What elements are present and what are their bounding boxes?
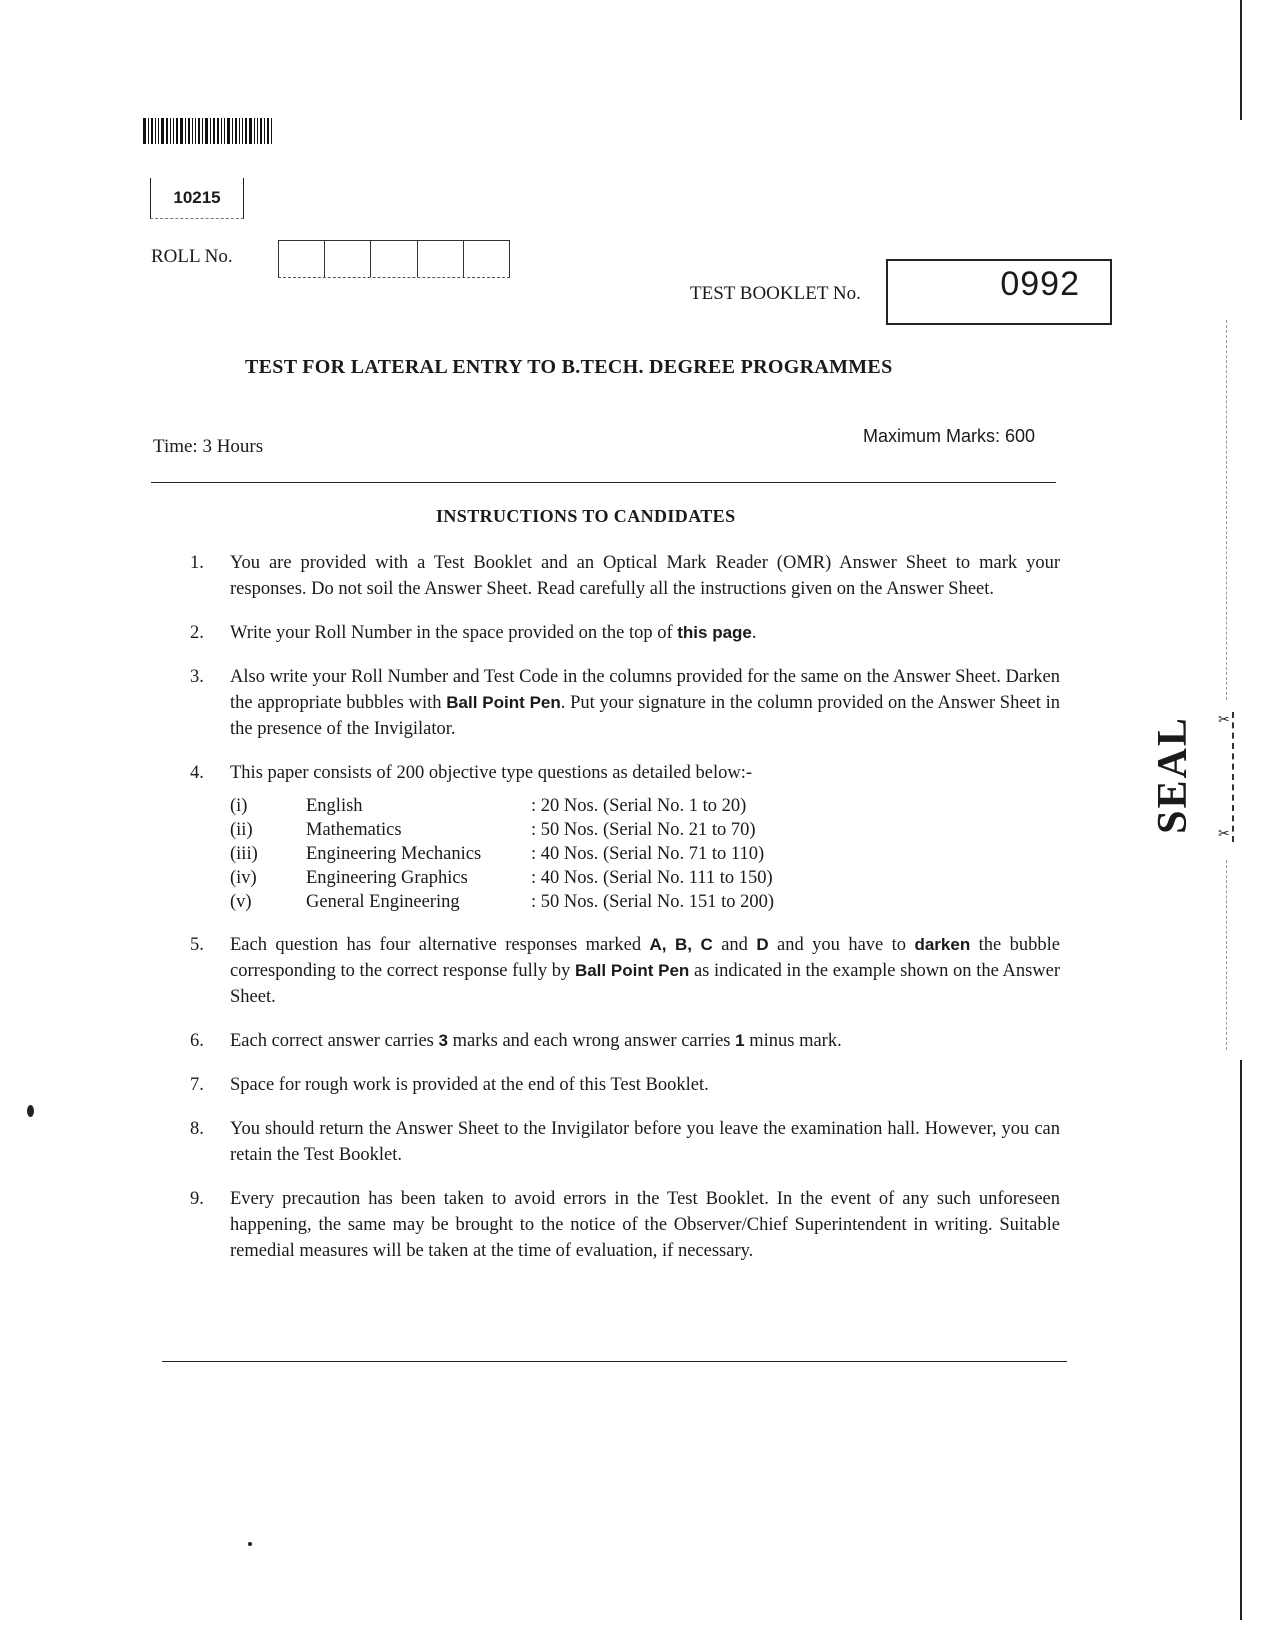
barcode-bar xyxy=(161,118,164,144)
subject-row xyxy=(230,794,1060,818)
subject-index: (v) xyxy=(230,892,252,912)
barcode-bar xyxy=(239,118,240,144)
barcode-bar xyxy=(195,118,196,144)
instruction-text-part: and xyxy=(712,935,757,955)
roll-digit-box xyxy=(279,241,325,277)
subject-name: Engineering Graphics xyxy=(306,868,468,888)
instruction-text-part: Every precaution has been taken to avoid errors in the Test Booklet. In the event of any such unforeseen happening, the same may be brought to the notice of the Observer/Chief Superintendent in writing. Suitable remedial measures will be taken at the time of evaluation, if necessary. xyxy=(230,1189,1060,1261)
subject-name: English xyxy=(306,796,363,816)
barcode-bar xyxy=(176,118,178,144)
barcode-bar xyxy=(221,118,222,144)
roll-digit-box xyxy=(371,241,417,277)
instruction-text-part: You are provided with a Test Booklet and an Optical Mark Reader (OMR) Answer Sheet to mark your responses. Do not soil the Answer Sheet. Read carefully all the instructions given on the Answer Sheet. xyxy=(230,553,1060,599)
roll-number-label: ROLL No. xyxy=(151,246,233,267)
instruction-emphasis: Ball Point Pen xyxy=(446,693,561,712)
barcode-bar xyxy=(254,118,255,144)
barcode-bar xyxy=(198,118,200,144)
instruction-number: 6. xyxy=(190,1031,204,1051)
instruction-text xyxy=(230,932,1060,1010)
instruction-text-part: Write your Roll Number in the space provided on the top of xyxy=(230,623,678,643)
instruction-item xyxy=(190,1072,1060,1098)
seal-label xyxy=(1143,700,1203,850)
booklet-code: 10215 xyxy=(150,178,244,219)
instruction-text-part: Also write your Roll Number and Test Code in the columns provided for the same on the Answer Sheet. Darken the appropriate bubbles with xyxy=(230,667,1060,713)
instruction-text-part: Each correct answer carries xyxy=(230,1031,439,1051)
subject-name: Engineering Mechanics xyxy=(306,844,482,864)
instruction-number: 3. xyxy=(190,667,204,687)
barcode-bar xyxy=(188,118,190,144)
barcode-bar xyxy=(249,118,252,144)
divider xyxy=(162,1361,1067,1362)
instruction-text xyxy=(230,550,1060,602)
instruction-text-part: marks and each wrong answer carries xyxy=(447,1031,736,1051)
instruction-item xyxy=(190,1028,1060,1054)
barcode-bar xyxy=(232,118,233,144)
scan-mark xyxy=(248,1542,252,1546)
exam-time: Time: 3 Hours xyxy=(153,436,264,457)
page-edge-line xyxy=(1240,1060,1242,1620)
barcode-bar xyxy=(227,118,230,144)
barcode-bar xyxy=(205,118,208,144)
instruction-number: 5. xyxy=(190,935,204,955)
instruction-text-part: Space for rough work is provided at the end of this Test Booklet. xyxy=(230,1075,709,1095)
instruction-item xyxy=(190,1116,1060,1168)
subject-index: (iii) xyxy=(230,844,258,864)
barcode-bar xyxy=(235,118,237,144)
instruction-emphasis: this page xyxy=(677,623,752,642)
scissors-icon: ✂ xyxy=(1218,712,1230,728)
divider xyxy=(151,482,1056,483)
barcode-bar xyxy=(242,118,243,144)
instruction-item xyxy=(190,620,1060,646)
max-marks: Maximum Marks: 600 xyxy=(863,426,1036,446)
barcode-bar xyxy=(271,118,272,144)
barcode-bar xyxy=(202,118,203,144)
subject-name: Mathematics xyxy=(306,820,402,840)
instructions-list xyxy=(190,550,1060,1282)
instruction-text-part: as indicated in the example shown on the Answer Sheet. xyxy=(230,961,1060,1007)
instruction-number: 2. xyxy=(190,623,204,643)
subject-questions: : 40 Nos. (Serial No. 111 to 150) xyxy=(531,868,773,888)
instruction-number: 9. xyxy=(190,1189,204,1209)
subject-row xyxy=(230,890,1060,914)
instruction-emphasis: D xyxy=(756,935,769,954)
instruction-number: 4. xyxy=(190,763,204,783)
barcode-bar xyxy=(155,118,156,144)
instruction-emphasis: A, B, C xyxy=(649,935,713,954)
roll-digit-box xyxy=(464,241,509,277)
instruction-item xyxy=(190,664,1060,742)
subject-questions: : 50 Nos. (Serial No. 151 to 200) xyxy=(531,892,775,912)
instruction-item xyxy=(190,1186,1060,1264)
instruction-emphasis: darken xyxy=(914,935,971,954)
barcode-bar xyxy=(192,118,193,144)
instruction-text-part: and you have to xyxy=(768,935,915,955)
subject-row xyxy=(230,866,1060,890)
roll-digit-box xyxy=(325,241,371,277)
seal-text: SEAL xyxy=(1150,716,1196,834)
barcode-bar xyxy=(224,118,225,144)
barcode-bar xyxy=(210,118,211,144)
subject-index: (ii) xyxy=(230,820,253,840)
instruction-emphasis: 3 xyxy=(438,1031,448,1050)
instruction-item xyxy=(190,932,1060,1010)
instruction-text xyxy=(230,1072,1060,1098)
barcode-bar xyxy=(151,118,153,144)
scissors-icon: ✂ xyxy=(1218,826,1230,842)
test-booklet-number: 0992 xyxy=(1000,265,1080,303)
subject-index: (i) xyxy=(230,796,248,816)
scan-mark xyxy=(27,1105,34,1117)
barcode-bar xyxy=(185,118,186,144)
instruction-text xyxy=(230,1028,1060,1054)
instruction-text-part: . xyxy=(751,623,757,643)
roll-number-boxes xyxy=(278,240,510,278)
subject-questions: : 20 Nos. (Serial No. 1 to 20) xyxy=(531,796,747,816)
barcode-bar xyxy=(260,118,262,144)
instruction-emphasis: Ball Point Pen xyxy=(574,961,690,980)
page-edge-line xyxy=(1240,0,1242,120)
barcode-bar xyxy=(158,118,159,144)
subject-questions: : 50 Nos. (Serial No. 21 to 70) xyxy=(531,820,756,840)
instruction-text xyxy=(230,664,1060,742)
subject-questions: : 40 Nos. (Serial No. 71 to 110) xyxy=(531,844,765,864)
instruction-number: 1. xyxy=(190,553,204,573)
barcode-bar xyxy=(166,118,168,144)
barcode-bar xyxy=(264,118,265,144)
page-title: TEST FOR LATERAL ENTRY TO B.TECH. DEGREE PROGRAMMES xyxy=(245,356,893,378)
instruction-number: 8. xyxy=(190,1119,204,1139)
subject-table xyxy=(230,794,1060,914)
barcode-bar xyxy=(143,118,146,144)
barcode xyxy=(143,118,288,144)
instruction-text-part: This paper consists of 200 objective type questions as detailed below:- xyxy=(230,763,752,783)
instruction-text xyxy=(230,1186,1060,1264)
instruction-text-part: You should return the Answer Sheet to the Invigilator before you leave the examination hall. However, you can retain the Test Booklet. xyxy=(230,1119,1060,1165)
barcode-bar xyxy=(267,118,269,144)
subject-row xyxy=(230,818,1060,842)
barcode-bar xyxy=(213,118,215,144)
instruction-text-part: minus mark. xyxy=(744,1031,842,1051)
perforation-line xyxy=(1226,860,1227,1050)
barcode-bar xyxy=(180,118,183,144)
roll-digit-box xyxy=(418,241,464,277)
barcode-bar xyxy=(173,118,174,144)
instruction-number: 7. xyxy=(190,1075,204,1095)
test-booklet-number-box xyxy=(886,259,1112,325)
test-booklet-label: TEST BOOKLET No. xyxy=(690,283,861,304)
barcode-bar xyxy=(245,118,247,144)
instruction-item xyxy=(190,760,1060,914)
instruction-text xyxy=(230,1116,1060,1168)
subject-name: General Engineering xyxy=(306,892,460,912)
barcode-bar xyxy=(217,118,219,144)
subject-index: (iv) xyxy=(230,868,257,888)
instruction-text xyxy=(230,760,1060,914)
perforation-line xyxy=(1232,712,1234,842)
barcode-bar xyxy=(148,118,149,144)
instructions-heading: INSTRUCTIONS TO CANDIDATES xyxy=(436,506,736,526)
instruction-text-part: . Put your signature in the column provided on the Answer Sheet in the presence of the Invigilator. xyxy=(230,693,1061,739)
instruction-text xyxy=(230,620,1060,646)
instruction-item xyxy=(190,550,1060,602)
instruction-text-part: Each question has four alternative responses marked xyxy=(230,935,650,955)
barcode-bar xyxy=(170,118,171,144)
subject-row xyxy=(230,842,1060,866)
instruction-emphasis: 1 xyxy=(735,1031,745,1050)
perforation-line xyxy=(1226,320,1227,700)
instruction-text-part: the bubble corresponding to the correct response fully by xyxy=(230,935,1060,981)
barcode-bar xyxy=(257,118,258,144)
